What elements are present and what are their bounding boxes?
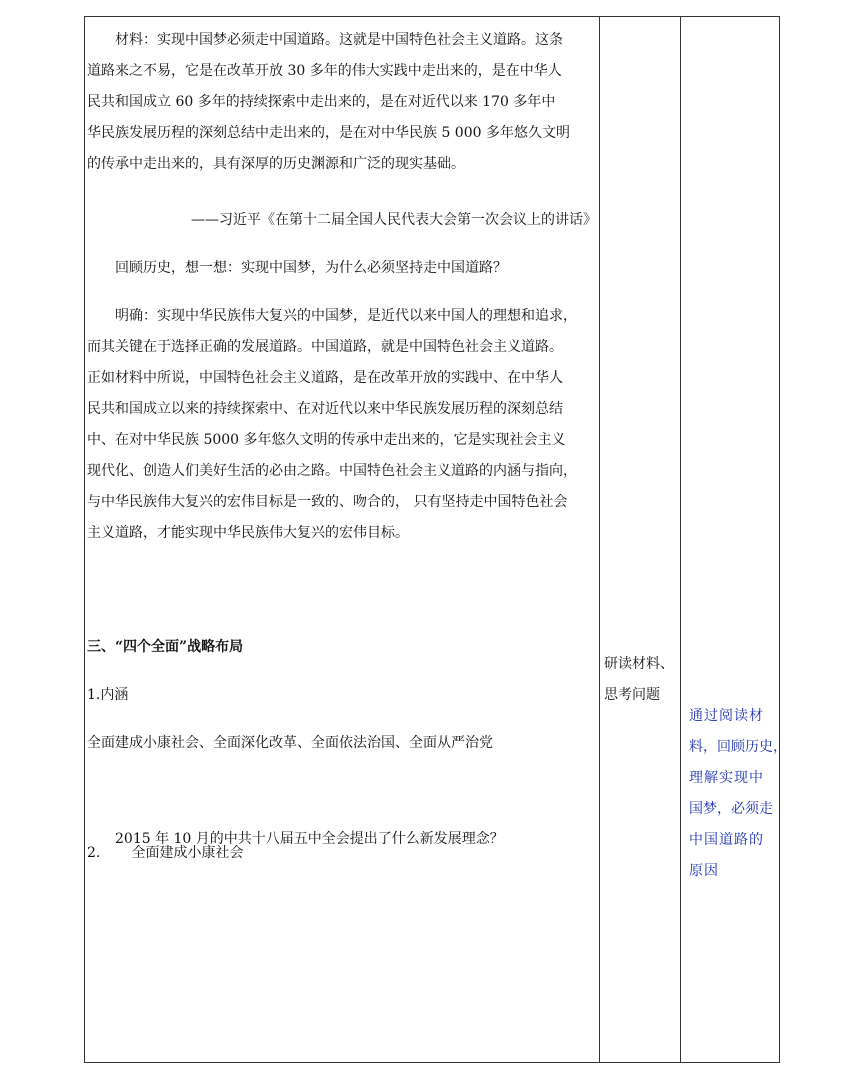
answer-line: 与中华民族伟大复兴的宏伟目标是一致的、吻合的， 只有坚持走中国特色社会 [87,494,568,510]
design-intent-line: 中国道路的 [689,832,764,848]
answer-line: 而其关键在于选择正确的发展道路。中国道路，就是中国特色社会主义道路。 [87,339,563,355]
student-activity-line: 研读材料、 [604,656,674,672]
teaching-content-cell [85,17,600,1062]
design-intent [689,701,787,887]
student-activity-cell [600,17,681,1062]
material-line: 华民族发展历程的深刻总结中走出来的，是在对中华民族 5 000 多年悠久文明 [87,125,570,141]
item1-text [87,728,599,759]
student-activity-line: 思考问题 [604,687,660,703]
material-line: 的传承中走出来的，具有深厚的历史渊源和广泛的现实基础。 [87,156,465,172]
section-heading-text: 三、“四个全面”战略布局 [87,639,244,655]
item2-question [87,824,599,855]
material-line: 道路来之不易，它是在改革开放 30 多年的伟大实践中走出来的，是在中华人 [87,63,562,79]
answer-line: 明确：实现中华民族伟大复兴的中国梦，是近代以来中国人的理想和追求， [87,308,577,324]
material-paragraph [87,25,599,180]
answer-paragraph [87,301,599,549]
item1-body: 全面建成小康社会、全面深化改革、全面依法治国、全面从严治党 [87,735,493,751]
review-question-text: 回顾历史，想一想：实现中国梦，为什么必须坚持走中国道路？ [87,260,507,276]
citation [87,205,597,236]
item1-heading-text: 1.内涵 [87,687,129,703]
design-intent-line: 国梦，必须走 [689,801,773,817]
review-question [87,253,599,284]
design-intent-line: 通过阅读材 [689,708,764,724]
item2-heading-text: 2. 全面建成小康社会 [87,845,244,861]
material-line: 材料：实现中国梦必须走中国道路。这就是中国特色社会主义道路。这条 [87,32,563,48]
design-intent-line: 原因 [689,863,719,879]
design-intent-cell [681,17,787,1062]
answer-line: 民共和国成立以来的持续探索中、在对近代以来中华民族发展历程的深刻总结 [87,401,563,417]
section-heading [87,632,599,663]
lesson-table [84,16,787,1063]
design-intent-line: 理解实现中 [689,770,764,786]
answer-line: 正如材料中所说，中国特色社会主义道路，是在改革开放的实践中、在中华人 [87,370,563,386]
student-activity [604,649,674,711]
item1-heading [87,680,599,711]
material-line: 民共和国成立 60 多年的持续探索中走出来的，是在对近代以来 170 多年中 [87,94,556,110]
answer-line: 中、在对中华民族 5000 多年悠久文明的传承中走出来的，它是实现社会主义 [87,432,566,448]
answer-line: 主义道路，才能实现中华民族伟大复兴的宏伟目标。 [87,525,409,541]
answer-line: 现代化、创造人们美好生活的必由之路。中国特色社会主义道路的内涵与指向， [87,463,577,479]
citation-text: ——习近平《在第十二届全国人民代表大会第一次会议上的讲话》 [191,212,597,228]
item2-question-text: 2015 年 10 月的中共十八届五中全会提出了什么新发展理念？ [87,831,504,847]
design-intent-line: 料，回顾历史， [689,739,787,755]
